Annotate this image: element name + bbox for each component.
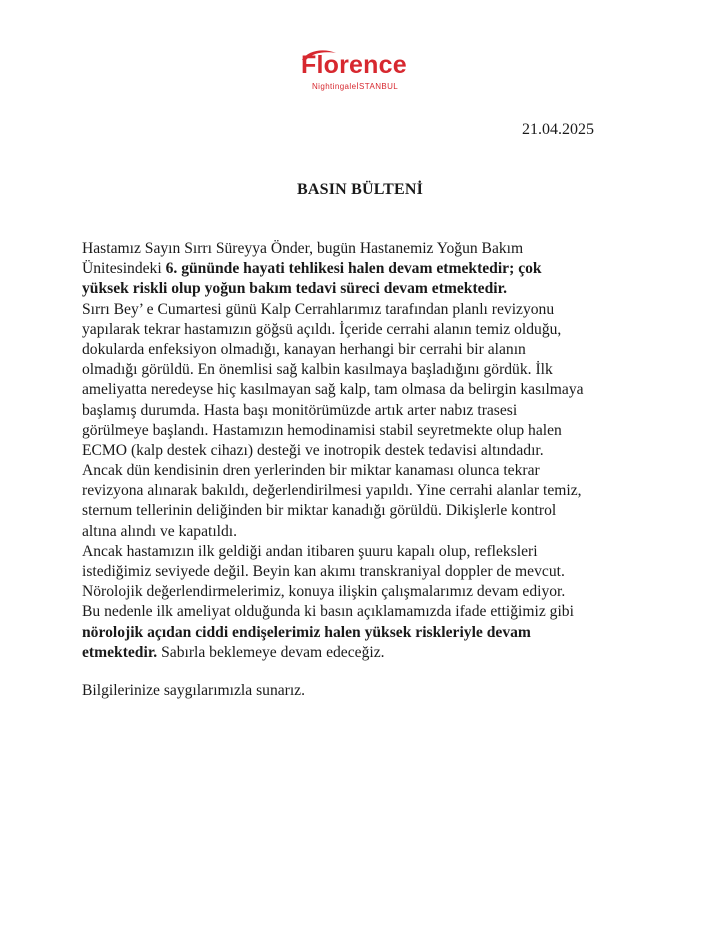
body-line: istediğimiz seviyede değil. Beyin kan akımı transkraniyal doppler de mevcut.: [82, 563, 565, 580]
body-line: nörolojik açıdan ciddi endişelerimiz halen yüksek riskleriyle devam: [82, 623, 531, 641]
body-line: Bu nedenle ilk ameliyat olduğunda ki basın açıklamamızda ifade ettiğimiz gibi: [82, 603, 574, 621]
body-line: başlamış durumda. Hasta başı monitörümüzde artık arter nabız trasesi: [82, 401, 518, 419]
logo-subtitle: NightingaleİSTANBUL: [312, 82, 399, 91]
logo-brand: Florence: [301, 51, 407, 79]
document-title: BASIN BÜLTENİ: [296, 181, 424, 198]
body-line: Hastamız Sayın Sırrı Süreyya Önder, bugün Hastanemiz Yoğun Bakım: [82, 240, 524, 257]
body-line: Ancak dün kendisinin dren yerlerinden bir miktar kanaması olunca tekrar: [82, 462, 540, 480]
document-date: 21.04.2025: [522, 121, 594, 138]
body-text: Sabırla beklemeye devam edeceğiz.: [157, 643, 385, 661]
florence-logo: [298, 50, 428, 100]
body-text: Ünitesindeki: [82, 260, 166, 278]
body-line: altına alındı ve kapatıldı.: [82, 522, 238, 540]
body-bold-text: etmektedir.: [82, 643, 158, 661]
body-line: [82, 259, 622, 279]
body-line: revizyona alınarak bakıldı, değerlendirilmesi yapıldı. Yine cerrahi alanlar temiz,: [82, 482, 582, 500]
body-line: görülmeye başlandı. Hastamızın hemodinamisi stabil seyretmekte olup halen: [82, 421, 562, 439]
closing-text: Bilgilerinize saygılarımızla sunarız.: [82, 682, 306, 699]
body-line: ameliyatta neredeyse hiç kasılmayan sağ kalp, tam olmasa da belirgin kasılmaya: [82, 381, 584, 399]
body-line: sternum tellerinin deliğinden bir miktar kanadığı görüldü. Dikişlerle kontrol: [82, 502, 557, 520]
body-line: Sırrı Bey’ e Cumartesi günü Kalp Cerrahlarımız tarafından planlı revizyonu: [82, 300, 555, 318]
body-line: Nörolojik değerlendirmelerimiz, konuya ilişkin çalışmalarımız devam ediyor.: [82, 583, 566, 601]
press-release-body: [82, 239, 622, 663]
body-line: yüksek riskli olup yoğun bakım tedavi süreci devam etmektedir.: [82, 280, 507, 298]
body-line: ECMO (kalp destek cihazı) desteği ve inotropik destek tedavisi altındadır.: [82, 441, 544, 459]
body-line: yapılarak tekrar hastamızın göğsü açıldı. İçeride cerrahi alanın temiz olduğu,: [82, 320, 562, 338]
body-line: Ancak hastamızın ilk geldiği andan itibaren şuuru kapalı olup, refleksleri: [82, 542, 538, 560]
body-line: [82, 643, 622, 663]
body-line: dokularda enfeksiyon olmadığı, kanayan herhangi bir cerrahi bir alanın: [82, 340, 526, 358]
body-bold-text: 6. gününde hayati tehlikesi halen devam etmektedir; çok: [165, 260, 542, 278]
body-line: olmadığı görüldü. En önemlisi sağ kalbin kasılmaya başladığını gördük. İlk: [82, 361, 553, 379]
